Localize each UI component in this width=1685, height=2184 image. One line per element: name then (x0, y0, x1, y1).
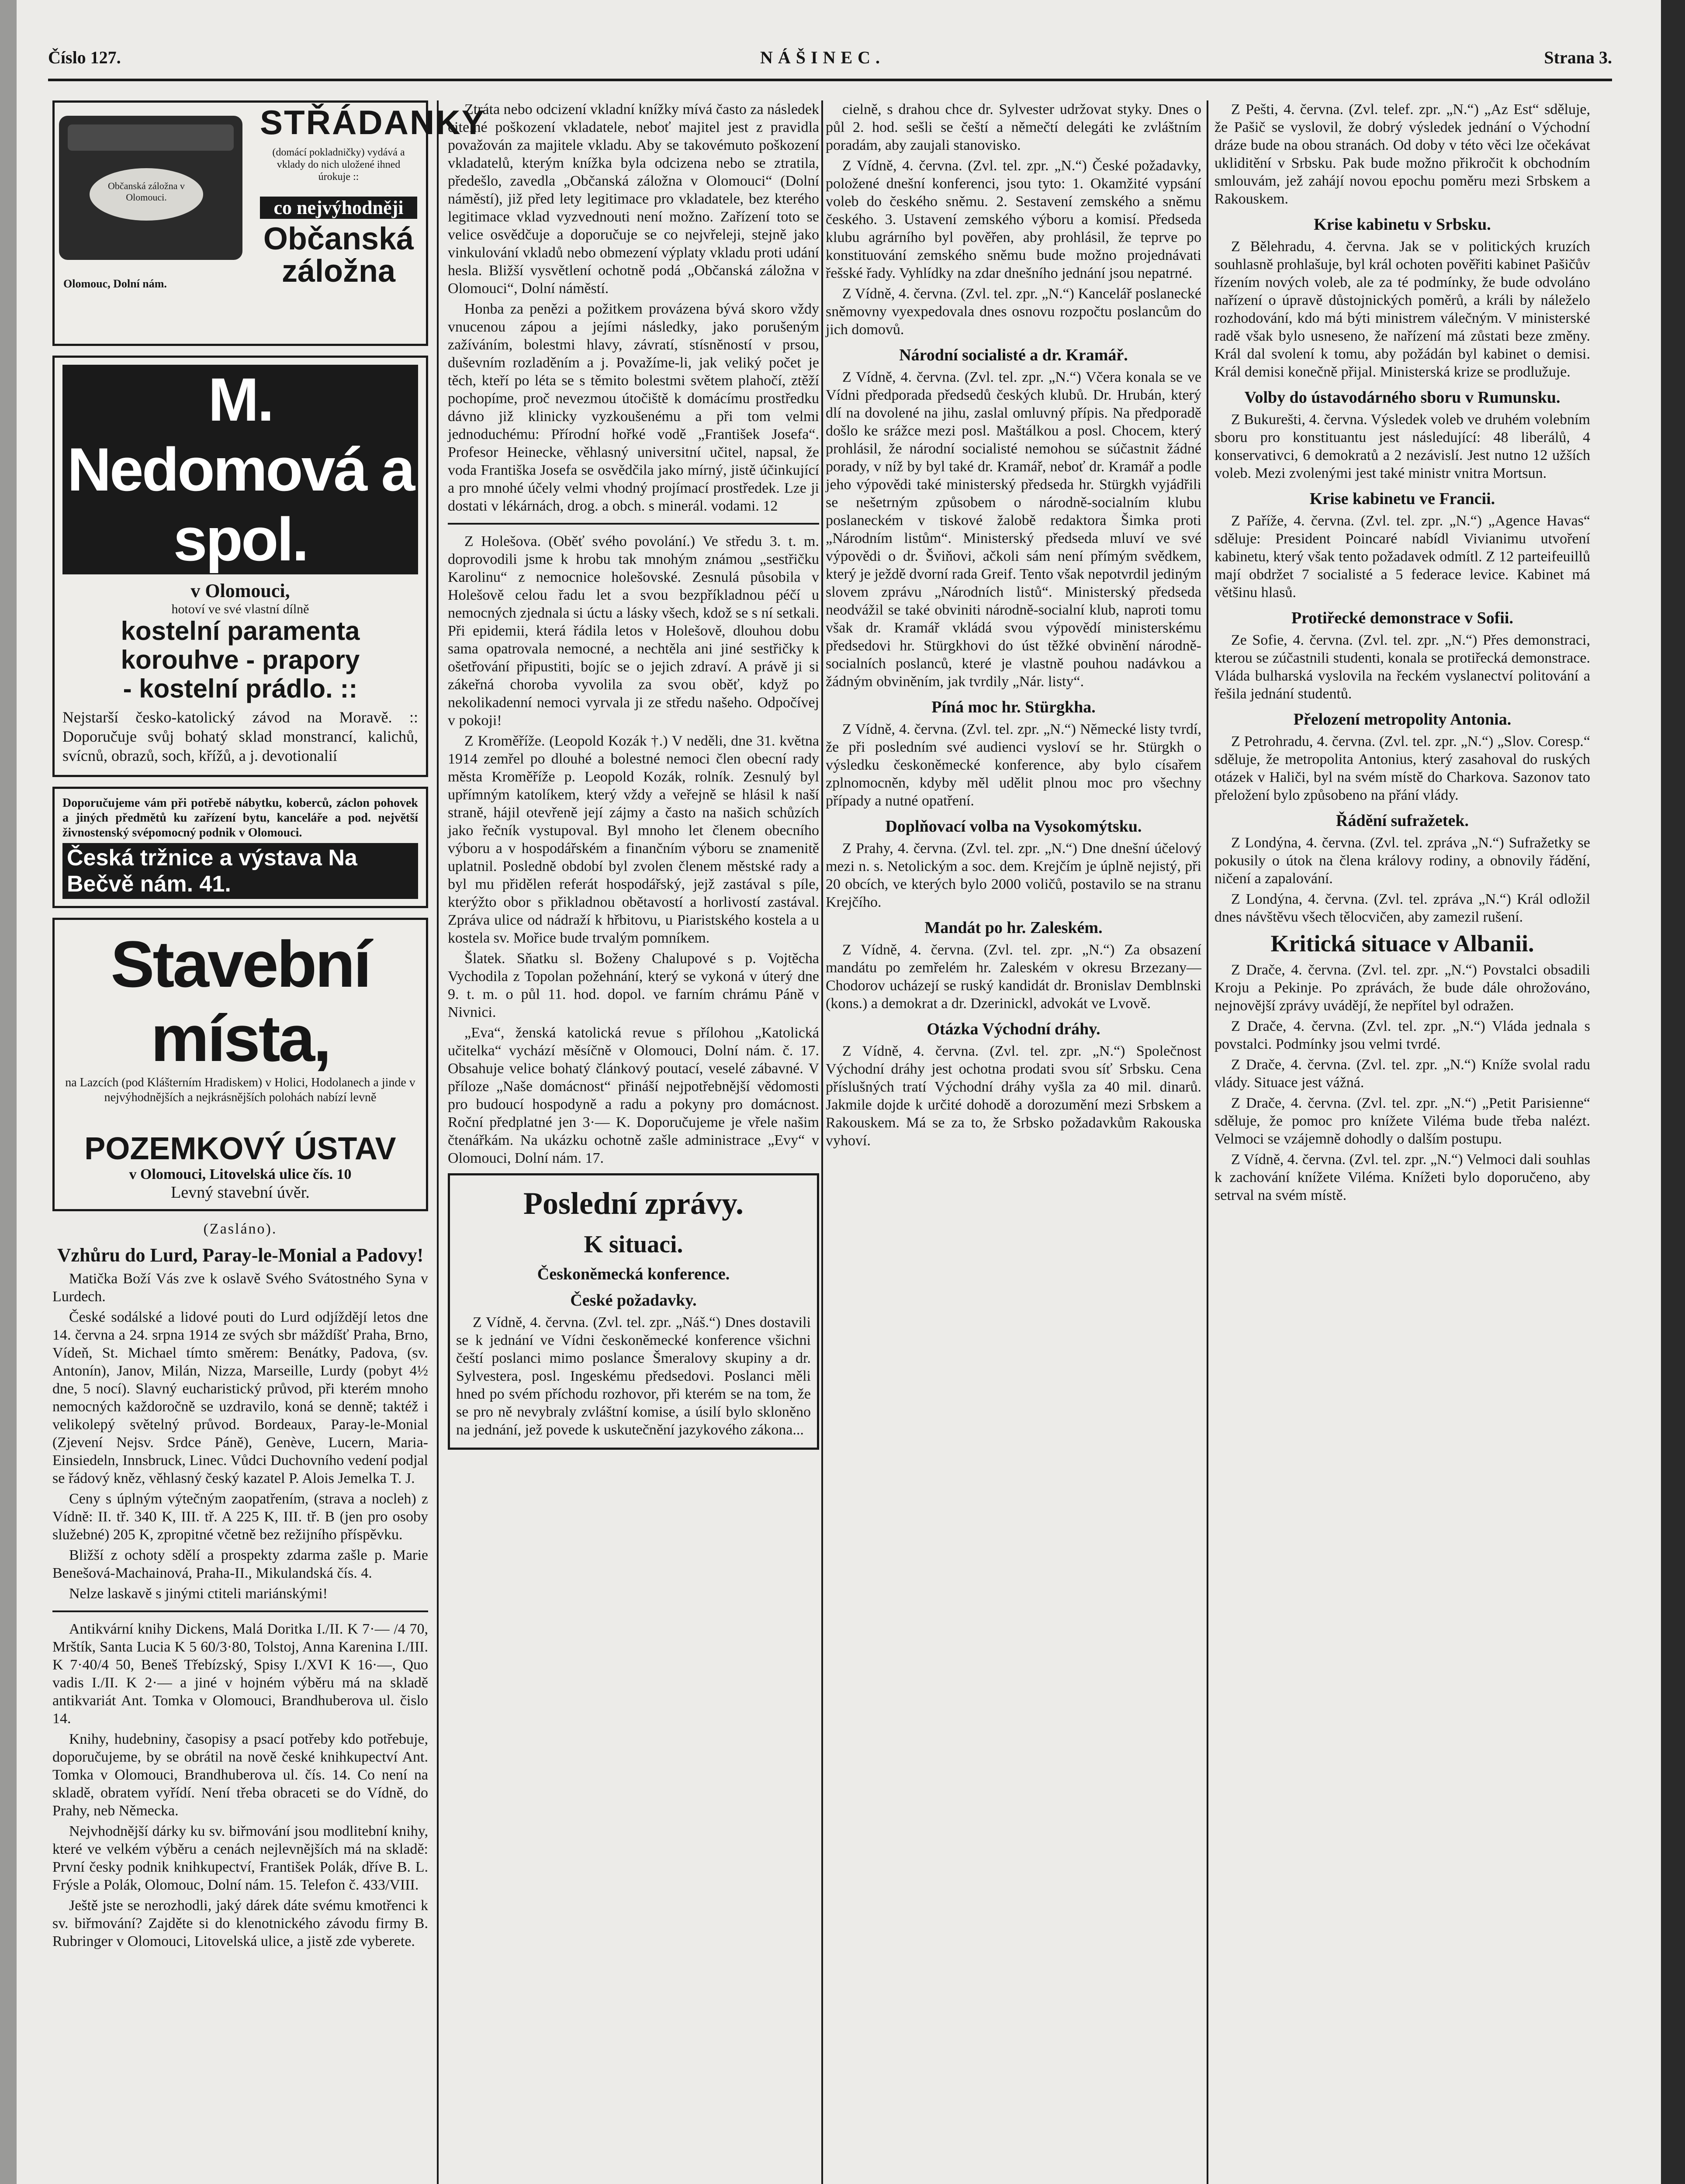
latest-news-title: Poslední zprávy. (523, 1186, 744, 1221)
pilgrimage-title: Vzhůru do Lurd, Paray-le-Monial a Padovy! (57, 1244, 424, 1266)
article-paragraph: Z Holešova. (Oběť svého povolání.) Ve středu 3. t. m. doprovodili jsme k hrobu tak mnohým známou „sestřičku Karolinu“ z nemocnice holešovské. Zesnulá působila v Holešově celou řadu let a svou bezpříkladnou péčí u nemocných zjednala si úctu a lásky všech, kdož se s ní setkali. Při epidemii, která řádila letos v Holešově, dlouhou dobu sama opatrovala nemocné, a nechtěla ani jiné sestřičky k ošetřování připustiti, bojíc se o jejich zdraví. A právě ji si zákeřná choroba vyvolila za svou oběť, když po nekolikadenní nemoci vyrvala ji ze středu našeho. Odpočívej v pokoji! (448, 533, 819, 729)
article-paragraph: Bližší z ochoty sdělí a prospekty zdarma zašle p. Marie Benešová-Machainová, Praha-II., Mikulandská čís. 4. (52, 1547, 428, 1581)
article-paragraph: Ještě jste se nerozhodli, jaký dárek dáte svému kmotřenci k sv. biřmování? Zajděte si do klenotnického závodu firmy B. Rubringer v Olomouci, Litovelská ulice, a jistě zde vyberete. (52, 1897, 428, 1949)
article-paragraph: Ztráta nebo odcizení vkladní knížky mívá často za následek citelné poškození vkladatele, neboť majitel jest z pravidla považován za majitele vkladu. Aby se takovémuto poškození vkladatelů, kterým knížka byla odcizena nebo se ztratila, předešlo, zavedla „Občanská záložna v Olomouci“ (Dolní náměstí), již před lety legitimace pro vkladatele, bez kterého legitimace vklad vyzvednouti není možno. Zařízení toto se velice osvědčuje a doporučuje se co nejvřeleji, stejně jako vinkulování vkladů nebo obmezení výplaty vkladu proti udání hesla. Bližší vysvětlení ochotně podá „Občanská záložna v Olomouci“, Dolní náměstí. (448, 101, 819, 297)
article-paragraph: Z Vídně, 4. června. (Zvl. tel. zpr. „N.“) České požadavky, položené dnešní konferenci, jsou tyto: 1. Okamžité vypsání voleb do českého sněmu. 2. Sestavení zemského a sněmu českého. 3. Ustavení zemského výboru a komisí. Předseda klubu agrárního byl pověřen, aby prohlásil, že teprve po konstituování zemského sněmu bude možno projednávati řešské řady. Vyhlídky na zdar dnešního jednání jsou nepatrné. (826, 158, 1201, 281)
savings-address: Olomouc, Dolní nám. (63, 277, 167, 290)
article-paragraph: Z Vídně, 4. června. (Zvl. tel. zpr. „Náš.“) Dnes dostavili se k jednání ve Vídni českoněmecké konference všichni čeští poslanci mimo poslance Šmeralovy skupiny a dr. Sylvestera, posl. Ingeskému předsedovi. Poslanci měli hned po svém příchodu rozhovor, při kterém se na tom, že se pro ně nevybraly zvláštní komise, a úsilí bylo skloněno na jednání, jež povede k uskutečnění jazykového zákona... (456, 1314, 811, 1438)
column-divider (821, 100, 823, 2184)
section-heading: Krise kabinetu ve Francii. (1309, 490, 1495, 508)
page-header (48, 47, 1612, 73)
savings-subtitle: (domácí pokladničky) vydává a vklady do nich uložené ihned úrokuje :: (272, 147, 405, 183)
article-paragraph: Z Drače, 4. června. (Zvl. tel. zpr. „N.“) „Petit Parisienne“ sděluje, že pomoc pro knížete Viléma bude třeba nalézt. Velmoci se vzájemně dohodly o dalším postupu. (1214, 1095, 1590, 1147)
savings-bar: co nejvýhodněji (260, 197, 417, 219)
column-1 (52, 100, 486, 2184)
furniture-text: Doporučujeme vám při potřebě nábytku, koberců, záclon pohovek a jiných předmětů ku zařízení bytu, kanceláře a pod. největší živnostenský svépomocný podnik v Olomouci. (62, 796, 418, 840)
article-paragraph: Z Bukurešti, 4. června. Výsledek voleb ve druhém volebním sboru pro konstituantu jest následující: 48 liberálů, 4 konservativci, 6 demokratů a 2 nezávislí. Jest nutno 12 užších voleb. Mezi zvolenými jest také ministr vnitra Mortsun. (1214, 411, 1590, 481)
page-number: Strana 3. (1544, 48, 1612, 67)
money-box-lid (68, 124, 234, 151)
article-paragraph: Z Paříže, 4. června. (Zvl. tel. zpr. „N.“) „Agence Havas“ sděluje: President Poincaré nabídl Vivianimu utvoření kabinetu, který však tento požadavek odmítl. Z 12 parteifeuillů mají obdržet 7 socialisté a 5 federace levice. Kabinet má většinu hlasů. (1214, 513, 1590, 601)
article-paragraph: Z Londýna, 4. června. (Zvl. tel. zpráva „N.“) Král odložil dnes návštěvu všech tělocvičen, aby zamezil rušení. (1214, 891, 1590, 925)
column-2 (448, 100, 819, 2184)
article-paragraph: Z Vídně, 4. června. (Zvl. tel. zpr. „N.“) Kancelář poslanecké sněmovny vyexpedovala dnes osnovu rozpočtu poslancům do jich domovů. (826, 286, 1201, 338)
section-heading: Protiřecké demonstrace v Sofii. (1291, 609, 1513, 627)
article-paragraph: Z Petrohradu, 4. června. (Zvl. tel. zpr. „N.“) „Slov. Coresp.“ sděluje, že metropolita Antonius, který zasahoval do ruských otázek v Haliči, byl na svém místě do Charkova. Sazonov tato přeložení bylo způsobeno na přání vlády. (1214, 733, 1590, 803)
issue-number: Číslo 127. (48, 48, 121, 67)
furniture-ad (52, 787, 428, 908)
zaslano-heading: (Zasláno). (203, 1221, 277, 1237)
article-paragraph: České sodálské a lidové pouti do Lurd odjíždějí letos dne 14. června a 24. srpna 1914 ze svých sbr máždíšť Praha, Brno, Vídeň, St. Michael tímto směrem: Benátky, Padova, (sv. Antonín), Janov, Milán, Nizza, Marseille, Lurdy (pobyt 4½ dne, 5 nocí). Slavný eucharistický průvod, při kterém mnoho nemocných každoročně se uzdravilo, koná se denně; taktéž i velikolepý světelný průvod. Bordeaux, Paray-le-Monial (Zjevení Nejsv. Srdce Páně), Genève, Lucern, Maria-Einsiedeln, Innsbruck, Linec. Vůdci Duchovního vedení podjal se řádový kněz, věhlasný český kazatel P. Alois Jemelka T. J. (52, 1309, 428, 1486)
article-paragraph: Z Drače, 4. června. (Zvl. tel. zpr. „N.“) Povstalci obsadili Kroju a Pekinje. Po zprávách, že bude dále ohrožováno, nejnovější zprávy uvádějí, že nepřítel byl odražen. (1214, 962, 1590, 1014)
section-heading: Otázka Východní dráhy. (927, 1020, 1100, 1038)
article-paragraph: Honba za penězi a požitkem provázena bývá skoro vždy vnucenou zápou a jejími následky, jako porušeným zažíváním, bolestmi hlavy, závratí, stísněností v prsou, duševním rozladěním a j. Považíme-li, jak veliký počet je těch, kteří po léta se s těmito bolestmi světem plahočí, ztěží pochopíme, proč nevezmou útočiště k domácímu prostředku dávno již klinicky vyzkoušenému a při tom velmi jednoduchému: Přírodní hořké vodě „František Josefa“. Profesor Heinecke, věhlasný universitní učitel, napsal, že voda Františka Josefa se osvědčila jako mírný, jistě účinkující a pro mnohé účely velmi vhodný projímací prostředek. Lze ji dostati v lékárnách, drog. a obch. s minerál. vodami. 12 (448, 301, 819, 514)
conference-heading: Českoněmecká konference. (537, 1265, 730, 1283)
nedomova-note: hotoví ve své vlastní dílně (171, 602, 309, 616)
building-plots-title: Stavební místa, (111, 927, 370, 1075)
article-paragraph: Knihy, hudebniny, časopisy a psací potřeby kdo potřebuje, doporučujeme, by se obrátil na nově české knihkupectví Ant. Tomka v Olomouci, Brandhuberova ul. čís. 14. Co není na skladě, obratem vyřídí. Není třeba obraceti se do Vídně, do Prahy, neb Německa. (52, 1731, 428, 1819)
section-heading: Národní socialisté a dr. Kramář. (899, 346, 1128, 364)
nedomova-city: v Olomouci, (190, 580, 290, 601)
column-4 (1214, 100, 1590, 2184)
article-paragraph: Nejvhodnější dárky ku sv. biřmování jsou modlitební knihy, které ve velkém výběru a cenách nejlevnějších má na skladě: První česky podnik knihkupectví, František Polák, dříve B. L. Frýsle a Polák, Olomouc, Dolní nám. 15. Telefon č. 433/VIII. (52, 1823, 428, 1893)
section-heading-large: Kritická situace v Albanii. (1270, 930, 1534, 957)
nedomova-product: kostelní paramenta (121, 616, 360, 646)
section-heading: Píná moc hr. Stürgkha. (931, 698, 1096, 716)
page-right-margin (1661, 0, 1685, 2184)
article-paragraph: Z Drače, 4. června. (Zvl. tel. zpr. „N.“) Kníže svolal radu vlády. Situace jest vážná. (1214, 1057, 1590, 1091)
article-paragraph: Antikvární knihy Dickens, Malá Doritka I./II. K 7·— /4 70, Mrštík, Santa Lucia K 5 60/3·80, Tolstoj, Anna Karenina I./III. K 7·40/4 50, Beneš Třebízský, Spisy I./XVI K 16·—, Quo vadis I./II. K 2·— a jiné v hojném výběru má na skladě antikvariát Ant. Tomka v Olomouci, Brandhuberova ul. čislo 14. (52, 1621, 428, 1727)
nedomova-description: Nejstarší česko-katolický závod na Moravě. :: Doporučuje svůj bohatý sklad monstrancí, kalichů, svícnů, obrazů, soch, křížů, a j. devotionalií (62, 708, 418, 764)
section-heading: Krise kabinetu v Srbsku. (1314, 215, 1491, 234)
article-paragraph: Nelze laskavě s jinými ctiteli mariánskými! (69, 1586, 328, 1602)
money-box-image (59, 116, 242, 260)
nedomova-name: M. Nedomová a spol. (62, 365, 418, 574)
article-paragraph: Z Vídně, 4. června. (Zvl. tel. zpr. „N.“) Za obsazení mandátu po zemřelém hr. Zaleském v okresu Brzezany—Chodorov ucházejí se ruský kandidát dr. Bronislav Demblnski (kons.) a demokrat a dr. Dzerinickl, advokát ve Lvově. (826, 942, 1201, 1012)
credit-offer: Levný stavební úvěr. (171, 1183, 310, 1202)
latest-news-box (448, 1173, 819, 1450)
nedomova-product: - kostelní prádlo. :: (123, 674, 358, 703)
company-name: POZEMKOVÝ ÚSTAV (84, 1131, 396, 1166)
column-3 (826, 100, 1201, 2184)
masthead-title: NÁŠINEC. (760, 48, 886, 67)
article-paragraph: Z Vídně, 4. června. (Zvl. tel. zpr. „N.“) Včera konala se ve Vídni předporada předsedů českých klubů. Dr. Hrubán, který dlí na dovolené na jihu, zaslal omluvný přípis. Na předporadě došlo ke srážce mezi posl. Maštálkou a posl. Chocem, který prohlásil, že národní socialisté nemohou se súčastnit žádné porady, v níž by byl také dr. Kramář, neboť dr. Kramář a podle jeho výpovědi také ministerský předseda hr. Stürgkh vyjádřili se nešetrným způsobem o národně-socialním klubu poslaneckém v tiskové žalobě redaktora Šimka proti „Národním listům“. Ministerský předseda mluví ve své výpovědi o dr. Šviňovi, ačkoli sám není přímým svědkem, který je ježdě dvorní rada Greif. Tento však nepotvrdil jediným slovem zprávu „Národních listů“. Ministerský předseda neodvážil se také obviniti národně-socialní klub, naproti tomu však dr. Kramář vkládá svou výpovědí ministerskému předsedovi hr. Stürgkhovi do úst těžké obvinění národně-socialních poslanců, které je vlastně pouhou nadávkou a žádným obviněním, jak tvrdily „Nár. listy“. (826, 369, 1201, 690)
article-paragraph: Z Vídně, 4. června. (Zvl. tel. zpr. „N.“) Německé listy tvrdí, že při posledním své audienci vysloví se hr. Stürgkh o výsledku českoněmecké konference, aby bylo císařem zplnomocněn, kdyby měl udělit plnou moc pro všechny případy a nutné opatření. (826, 721, 1201, 809)
section-heading: Doplňovací volba na Vysokomýtsku. (885, 817, 1142, 836)
money-box-label: Občanská záložna v Olomouci. (90, 168, 203, 221)
article-paragraph: „Eva“, ženská katolická revue s přílohou „Katolická učitelka“ vychází měsíčně v Olomouci, Dolní nám. č. 17. Obsahuje velice bohatý článkový poutací, veselé zábavné. V příloze „Naše domácnost“ přináší nejpotřebnější vědomosti pro budoucí hospodyně a radu a pokyny pro domácnost. Roční předplatné jen 3·— K. Doporučujeme je vřele našim čtenářkám. Na ukázku ochotně zašle administrace „Evy“ v Olomouci, Dolní nám. 17. (448, 1025, 819, 1166)
section-heading: Volby do ústavodárného sboru v Rumunsku. (1244, 388, 1560, 407)
nedomova-ad (52, 356, 428, 777)
article-paragraph: Ze Sofie, 4. června. (Zvl. tel. zpr. „N.“) Přes demonstraci, kterou se zúčastnili studenti, konala se protiřecká demonstrace. Vláda bulharská vyslovila na řeckém vyslanectví politování a řešila jednání studentů. (1214, 632, 1590, 702)
savings-box-ad (52, 100, 486, 346)
latest-news-subtitle: K situaci. (584, 1231, 683, 1258)
article-paragraph: Z Vídně, 4. června. (Zvl. tel. zpr. „N.“) Velmoci dali souhlas k zachování knížete Viléma. Knížeti bylo doporučeno, aby setrval na svém místě. (1214, 1151, 1590, 1203)
article-paragraph: Z Pešti, 4. června. (Zvl. telef. zpr. „N.“) „Az Est“ sděluje, že Pašič se vyslovil, že dobrý výsledek jednání o Východní dráze bude na obou stranách. Od doby v této věci lze očekávat ukliditění v Srbsku. Pak bude možno přikročit k obchodním smlouvám, jež zahájí novou epochu poměru mezi Srbskem a Rakouskem. (1214, 101, 1590, 207)
article-paragraph: Z Bělehradu, 4. června. Jak se v politických kruzích souhlasně prohlašuje, byl král ochoten pověřiti kabinet Pašičův řízením nových voleb, ale za té podmínky, že bude odvoláno nařízení o úpravě důstojnických poměrů, a králi by náleželo rozhodování, kdo má býti ministrem válečným. V ministerské radě však bylo usneseno, že nařízení má zůstati beze změny. Král dal svolení k tomu, aby požádán byl kabinet o demisi. Král demisi konečně přijal. Ministerská krize se prodlužuje. (1214, 238, 1590, 380)
nedomova-product: korouhve - prapory (121, 645, 360, 674)
article-paragraph: Z Drače, 4. června. (Zvl. tel. zpr. „N.“) Vláda jednala s povstalci. Podmínky jsou velmi tvrdé. (1214, 1018, 1590, 1052)
company-address: v Olomouci, Litovelská ulice čís. 10 (129, 1166, 352, 1182)
building-plots-text: na Lazcích (pod Klášterním Hradiskem) v Holici, Hodolanech a jinde v nejvýhodnějších a nejkrásnějších polohách nabízí levně (65, 1076, 415, 1104)
article-paragraph: Šlatek. Sňatku sl. Boženy Chalupové s p. Vojtěcha Vychodila z Topolan požehnání, který se vykoná v úterý dne 9. t. m. o půl 11. hod. dopol. ve farním chrámu Páně v Nivnici. (448, 950, 819, 1020)
column-divider (1207, 100, 1208, 2184)
header-rule (48, 79, 1612, 81)
column-divider (437, 100, 439, 2184)
article-paragraph: Z Kroměříže. (Leopold Kozák †.) V neděli, dne 31. května 1914 zemřel po dlouhé a bolestné nemoci člen obecní rady města Kroměříže p. Leopold Kozák, rolník. Zesnulý byl upřímným katolíkem, který vždy a veřejně se hlásil k naší straně, hájil otevřeně její zájmy a často na našich schůzích jako řečník vystupoval. Byl mnoho let členem obecního výboru a v hospodářském a finančním výboru se znamenitě uplatnil. Posledně období byl zvolen členem městské rady a byl mu přidělen referát hospodářský, jejž zastával s píle, kterýžto obor s přikladnou obětavostí a horlivostí zastával. Zpráva ulice od nádraží k hřbitovu, u Piaristského kostela a u kostela sv. Mořice bude trvalým pomníkem. (448, 733, 819, 946)
page-left-margin (0, 0, 17, 2184)
demands-heading: České požadavky. (570, 1291, 697, 1310)
article-paragraph: Matička Boží Vás zve k oslavě Svého Svátostného Syna v Lurdech. (52, 1271, 428, 1305)
furniture-bar: Česká tržnice a výstava Na Bečvě nám. 41. (62, 843, 418, 899)
savings-bank: Občanská záložna (263, 221, 414, 289)
section-heading: Mandát po hr. Zaleském. (924, 919, 1103, 937)
article-paragraph: Z Londýna, 4. června. (Zvl. tel. zpráva „N.“) Sufražetky se pokusily o útok na člena královy rodiny, a obnovily řádění, ničení a zapalování. (1214, 835, 1590, 887)
article-paragraph: cielně, s drahou chce dr. Sylvester udržovat styky. Dnes o půl 2. hod. sešli se čeští a němečtí delegáti ke zvláštním poradám, aby zaujali stanovisko. (826, 101, 1201, 153)
savings-title: STŘÁDANKY (260, 103, 486, 142)
building-plots-ad (52, 918, 428, 1211)
divider (52, 1610, 428, 1612)
section-heading: Řádění sufražetek. (1336, 812, 1469, 830)
article-paragraph: Z Prahy, 4. června. (Zvl. tel. zpr. „N.“) Dne dnešní účelový mezi n. s. Netolickým a soc. dem. Krejčím je úplně nejistý, při 20 obcích, ve kterých bylo 2000 voličů, postavilo se na stranu Krejčího. (826, 840, 1201, 910)
section-heading: Přelození metropolity Antonia. (1293, 710, 1512, 729)
article-paragraph: Z Vídně, 4. června. (Zvl. tel. zpr. „N.“) Společnost Východní dráhy jest ochotna prodati svou síť Srbsku. Cena příslušných tratí Východní dráhy vyšla za 40 mil. dinarů. Jakmile dojde k určité dohodě a dorozumění mezi Srbskem a Rakouskem. Má se za to, že Srbsko požadavkům Rakouska vyhoví. (826, 1043, 1201, 1149)
article-paragraph: Ceny s úplným výtečným zaopatřením, (strava a nocleh) z Vídně: II. tř. 340 K, III. tř. A 225 K, III. tř. B (jen pro osoby služebné) 205 K, zpropitné včetně bez režijního příspěvku. (52, 1491, 428, 1543)
divider (448, 523, 819, 525)
